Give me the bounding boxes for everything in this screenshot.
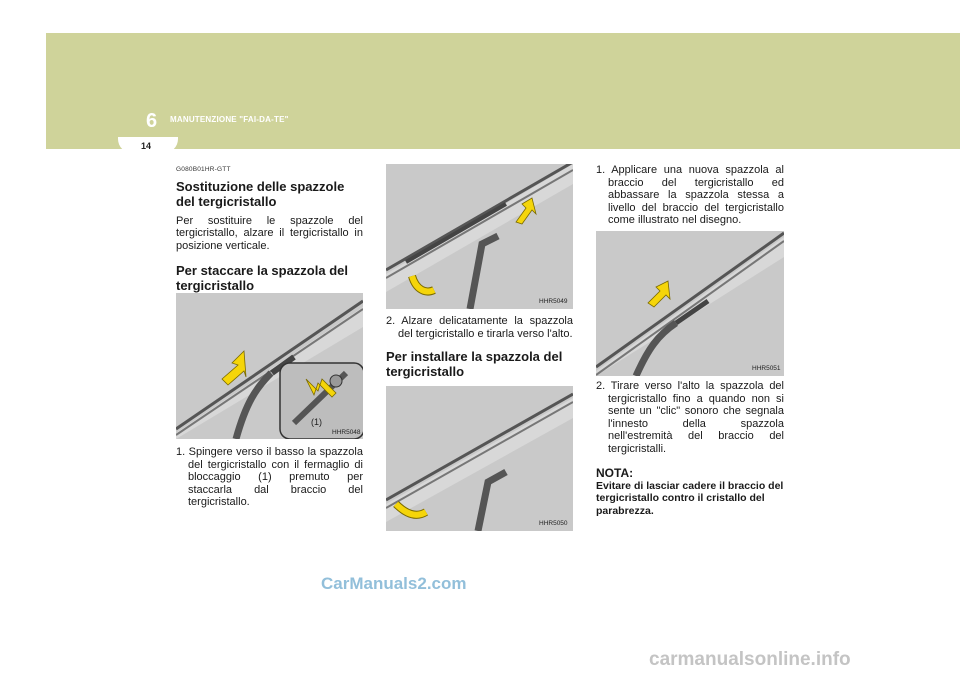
chapter-title: MANUTENZIONE "FAI-DA-TE"	[170, 115, 289, 124]
figure-code: HHR5048	[332, 429, 361, 436]
column-2-text	[386, 315, 573, 379]
figure-hhr5050	[386, 386, 573, 531]
step-2-remove: 2. Alzare delicatamente la spazzola del tergicristallo e tirarla verso l'alto.	[386, 315, 573, 340]
section-title: Sostituzione delle spazzole del tergicristallo	[176, 178, 345, 209]
page-number: 14	[141, 141, 152, 151]
footer-watermark[interactable]: carmanualsonline.info	[649, 649, 851, 670]
figure-code: HHR5049	[539, 298, 568, 305]
nota-title: NOTA:	[596, 466, 634, 480]
figure-hhr5049	[386, 164, 573, 309]
column-3-top	[596, 164, 784, 227]
intro-text: Per sostituire le spazzole del tergicristallo, alzare il tergicristallo in posizione verticale.	[176, 214, 363, 252]
step-1-install: 1. Applicare una nuova spazzola al braccio del tergicristallo ed abbassare la spazzola stessa a livello del braccio del tergicristallo come illustrato nel disegno.	[596, 164, 784, 226]
wiper-illustration-3	[386, 386, 573, 531]
column-1	[176, 164, 363, 293]
figure-code: HHR5050	[539, 520, 568, 527]
figure-code: HHR5051	[752, 365, 781, 372]
column-3-bottom	[596, 380, 784, 517]
section-code: G080B01HR-GTT	[176, 166, 231, 173]
wiper-illustration-4	[596, 231, 784, 376]
figure-hhr5051	[596, 231, 784, 376]
subtitle-install: Per installare la spazzola del tergicristallo	[386, 349, 563, 379]
nota-text: Evitare di lasciar cadere il braccio del tergicristallo contro il cristallo del parabrezza.	[596, 479, 784, 517]
step-2-install: 2. Tirare verso l'alto la spazzola del tergicristallo fino a quando non si sente un "clic" sonoro che segnala l'innesto della spazzola nell'estremità del braccio del tergicristalli.	[596, 380, 784, 455]
wiper-illustration-1	[176, 293, 363, 439]
chapter-number: 6	[146, 110, 158, 132]
column-1-steps	[176, 446, 363, 509]
wiper-illustration-2	[386, 164, 573, 309]
header-tab-band	[46, 137, 960, 149]
step-1-remove: 1. Spingere verso il basso la spazzola del tergicristallo con il fermaglio di bloccaggio (1) premuto per staccarla dal braccio del tergicristallo.	[176, 446, 363, 508]
figure-hhr5048	[176, 293, 363, 439]
carmanuals-watermark[interactable]: CarManuals2.com	[321, 574, 467, 593]
subtitle-remove: Per staccare la spazzola del tergicristallo	[176, 263, 348, 293]
callout-label: (1)	[311, 417, 322, 427]
